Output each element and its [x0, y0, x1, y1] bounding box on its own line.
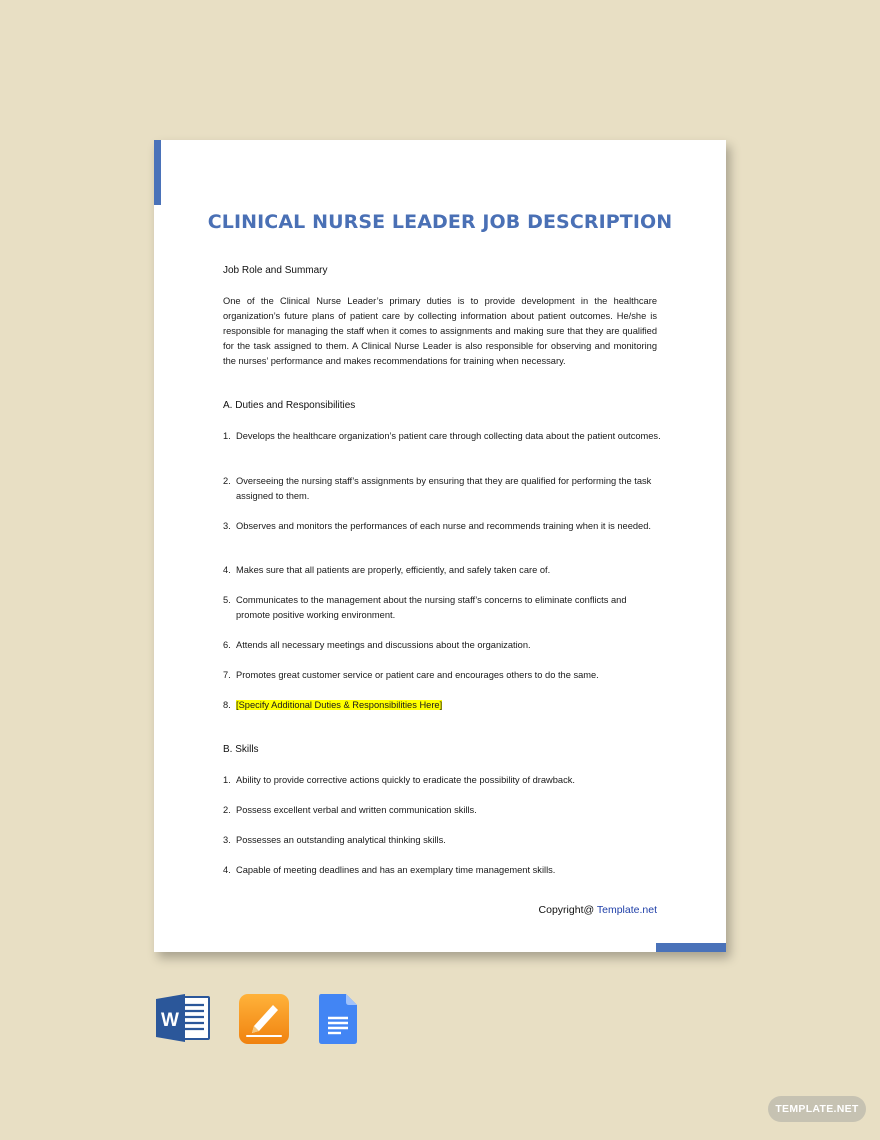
- list-item: 5. Communicates to the management about the nursing staff’s concerns to eliminate conflicts and promote positive working environment.: [223, 595, 627, 620]
- duties-heading: A. Duties and Responsibilities: [223, 400, 356, 411]
- list-item: 4. Capable of meeting deadlines and has an exemplary time management skills.: [223, 865, 556, 875]
- google-docs-icon[interactable]: [318, 993, 358, 1045]
- accent-bar-bottom: [656, 943, 726, 952]
- list-item: 1. Ability to provide corrective actions quickly to eradicate the possibility of drawback.: [223, 775, 575, 785]
- template-net-badge[interactable]: TEMPLATE.NET: [768, 1096, 866, 1122]
- word-icon[interactable]: [155, 993, 211, 1043]
- svg-text:W: W: [161, 1010, 179, 1031]
- list-item: 1. Develops the healthcare organization’s patient care through collecting data about the patient outcomes.: [223, 431, 661, 441]
- summary-heading: Job Role and Summary: [223, 265, 328, 276]
- pages-icon[interactable]: [238, 993, 290, 1045]
- list-item-placeholder: 8. [Specify Additional Duties & Responsibilities Here]: [223, 700, 443, 710]
- list-item: 3. Observes and monitors the performances of each nurse and recommends training when it is needed.: [223, 521, 651, 531]
- copyright-link[interactable]: Template.net: [596, 904, 657, 916]
- document-title: CLINICAL NURSE LEADER JOB DESCRIPTION: [207, 211, 673, 233]
- list-item: 7. Promotes great customer service or patient care and encourages others to do the same.: [223, 670, 599, 680]
- accent-bar-left: [154, 140, 161, 205]
- list-item: 2. Overseeing the nursing staff’s assignments by ensuring that they are qualified for performing the task assigned to them.: [223, 476, 652, 501]
- document-page: [154, 140, 726, 952]
- highlighted-placeholder: [Specify Additional Duties & Responsibilities Here]: [236, 700, 443, 710]
- list-item: 3. Possesses an outstanding analytical thinking skills.: [223, 835, 446, 845]
- summary-text: One of the Clinical Nurse Leader’s primary duties is to provide development in the healthcare organization’s future plans of patient care by collecting information about patient outcomes. He/she is responsible for managing the staff when it comes to assignments and making sure that they are qualified for the task assigned to them. A Clinical Nurse Leader is also responsible for observing and monitoring the nurses’ performance and makes recommendations for training when necessary.: [223, 296, 657, 366]
- list-item: 6. Attends all necessary meetings and discussions about the organization.: [223, 640, 531, 650]
- list-item: 4. Makes sure that all patients are properly, efficiently, and safely taken care of.: [223, 565, 551, 575]
- skills-heading: B. Skills: [223, 744, 259, 755]
- copyright-line: Copyright@ Template.net: [538, 904, 657, 916]
- list-item: 2. Possess excellent verbal and written communication skills.: [223, 805, 477, 815]
